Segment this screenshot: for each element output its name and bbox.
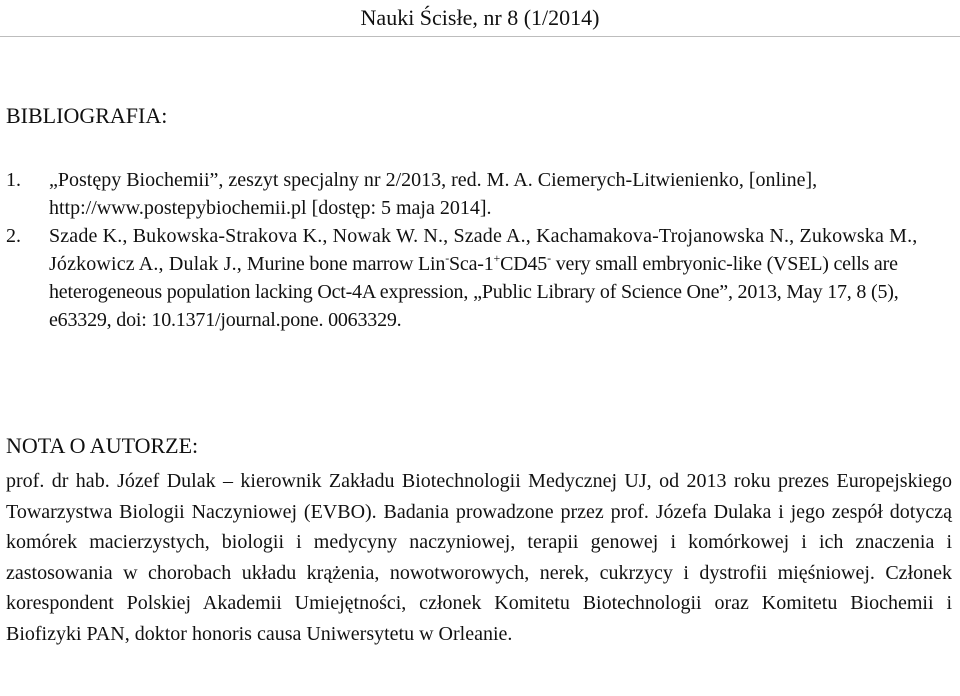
entry-title-mid: Sca-1 <box>449 253 494 275</box>
entry-source: „Public Library of Science One”, 2013, May 17, 8 (5), e63329, doi: 10.1371/journal.pone. 0063329. <box>49 281 899 331</box>
entry-title-mid2: CD45 <box>500 253 548 275</box>
entry-number: 2. <box>6 225 21 247</box>
superscript-minus: - <box>445 251 449 265</box>
bibliography-heading: BIBLIOGRAFIA: <box>6 103 168 128</box>
journal-header: Nauki Ścisłe, nr 8 (1/2014) <box>360 5 600 30</box>
entry-authors: Szade K., Bukowska-Strakova K., Nowak W. N., Szade A., Kachamakova-Trojanowska N., Zukowska M., Józkowicz A., Dulak J., <box>49 225 918 275</box>
entry-title-end: very small embryonic-like (VSEL) cells are heterogeneous population lacking Oct-4A expression, <box>49 253 898 303</box>
bibliography-entry-2 <box>6 222 952 334</box>
superscript-plus: + <box>493 251 501 265</box>
author-note-text: prof. dr hab. Józef Dulak – kierownik Zakładu Biotechnologii Medycznej UJ, od 2013 roku prezes Europejskiego Towarzystwa Biologii Naczyniowej (EVBO). Badania prowadzone przez prof. Józefa Dulaka i jego zespół dotyczą komórek macierzystych, biologii i medycyny naczyniowej, terapii genowej i komórkowej i ich znaczenia i zastosowania w chorobach układu krążenia, nowotworowych, nerek, cukrzycy i dystrofii mięśniowej. Członek korespondent Polskiej Akademii Umiejętności, członek Komitetu Biotechnologii oraz Komitetu Biochemii i Biofizyki PAN, doktor honoris causa Uniwersytetu w Orleanie. <box>6 470 952 645</box>
entry-number: 1. <box>6 169 21 191</box>
superscript-minus: - <box>547 251 551 265</box>
header-divider <box>0 36 960 37</box>
entry-title-start: Murine bone marrow Lin <box>246 253 446 275</box>
author-note-heading: NOTA O AUTORZE: <box>6 433 199 458</box>
entry-text <box>49 222 952 334</box>
entry-text: „Postępy Biochemii”, zeszyt specjalny nr 2/2013, red. M. A. Ciemerych-Litwienienko, [online], http://www.postepybiochemii.pl [dostęp: 5 maja 2014]. <box>49 169 818 219</box>
bibliography-list <box>6 166 952 334</box>
bibliography-entry-1 <box>6 166 952 222</box>
